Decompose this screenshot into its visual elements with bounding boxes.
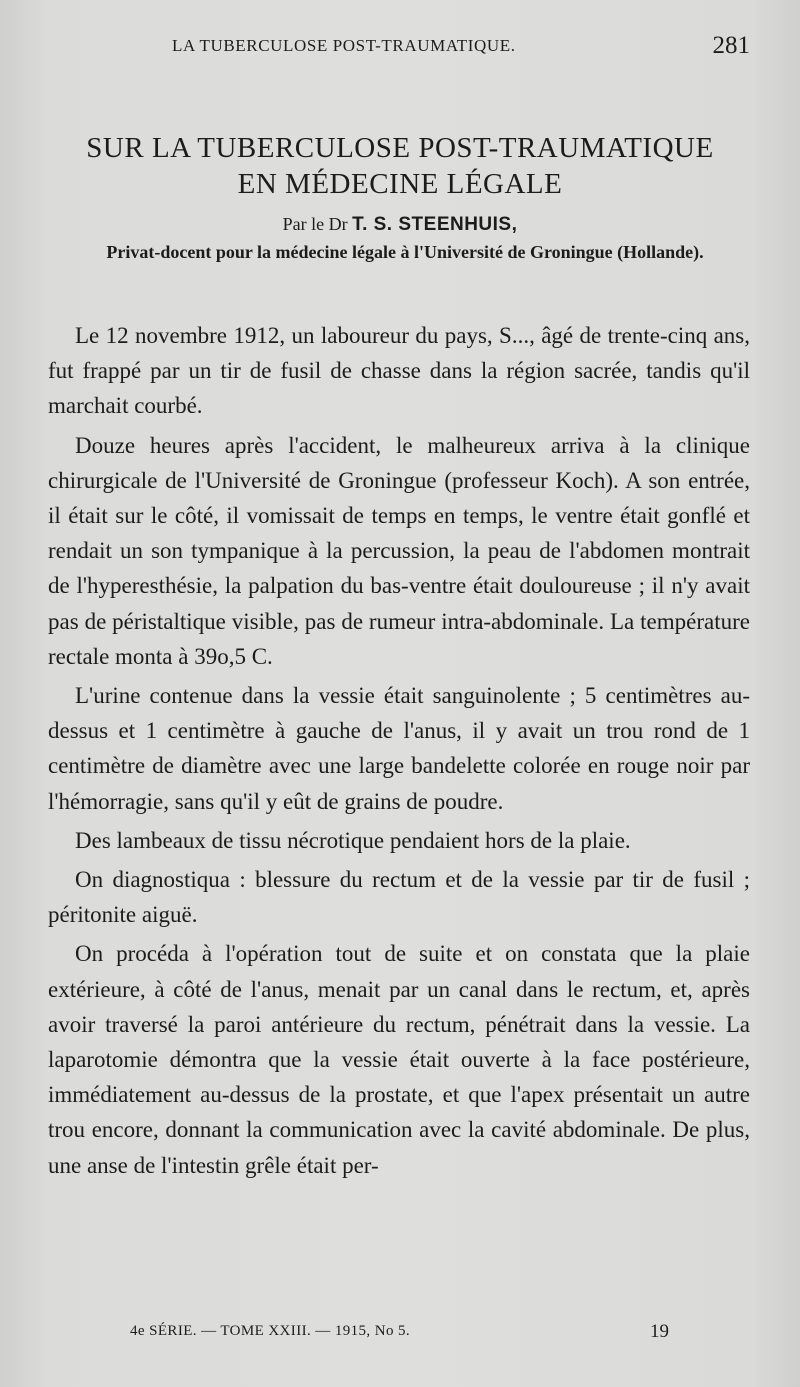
article-title-line-1: SUR LA TUBERCULOSE POST-TRAUMATIQUE — [86, 132, 714, 164]
running-head-title: LA TUBERCULOSE POST-TRAUMATIQUE. — [172, 36, 516, 55]
paragraph: Le 12 novembre 1912, un laboureur du pays, S..., âgé de trente-cinq ans, fut frappé par un tir de fusil de chasse dans la région sacrée, tandis qu'il marchait courbé. — [48, 323, 750, 419]
author-affiliation: Privat-docent pour la médecine légale à l'Université de Groningue (Hollande). — [106, 242, 704, 262]
article-title — [0, 130, 800, 202]
paragraph: On procéda à l'opération tout de suite et on constata que la plaie extérieure, à côté de l'anus, menait par un canal dans le rectum, et, après avoir traversé la paroi antérieure du rectum, pénétrait dans la vessie. La laparotomie démontra que la vessie était ouverte à la face postérieure, immédiatement au-dessus de la prostate, et que l'apex présentait un autre trou encore, donnant la communication avec la cavité abdominale. De plus, une anse de l'intestin grêle était per- — [48, 941, 750, 1178]
paragraph: Des lambeaux de tissu nécrotique pendaient hors de la plaie. — [75, 827, 631, 853]
byline-prefix: Par le Dr — [282, 214, 353, 234]
footer-sheet-number: 19 — [650, 1321, 669, 1342]
page-footer — [0, 1323, 800, 1347]
paragraph: Douze heures après l'accident, le malheureux arriva à la clinique chirurgicale de l'Université de Groningue (professeur Koch). A son entrée, il était sur le côté, il vomissait de temps en temps, le ventre était gonflé et rendait un son tympanique à la percussion, la peau de l'abdomen montrait de l'hyperesthésie, la palpation du bas-ventre était douloureuse ; il n'y avait pas de péristaltique visible, pas de rumeur intra-abdominale. La température rectale monta à 39o,5 C. — [48, 432, 750, 669]
running-head — [0, 32, 800, 66]
page-number: 281 — [712, 32, 750, 59]
footer-series-info: 4e SÉRIE. — TOME XXIII. — 1915, No 5. — [130, 1323, 411, 1339]
paragraph: L'urine contenue dans la vessie était sanguinolente ; 5 centimètres au-dessus et 1 centimètre à gauche de l'anus, il y avait un trou rond de 1 centimètre de diamètre avec une large bandelette colorée en rouge noir par l'hémorragie, sans qu'il y eût de grains de poudre. — [48, 683, 750, 814]
article-body — [48, 318, 750, 1187]
article-title-line-2: EN MÉDECINE LÉGALE — [237, 168, 563, 200]
paragraph: On diagnostiqua : blessure du rectum et de la vessie par tir de fusil ; péritonite aiguë. — [48, 867, 750, 928]
author-name: T. S. STEENHUIS, — [352, 214, 518, 235]
byline — [0, 212, 800, 237]
